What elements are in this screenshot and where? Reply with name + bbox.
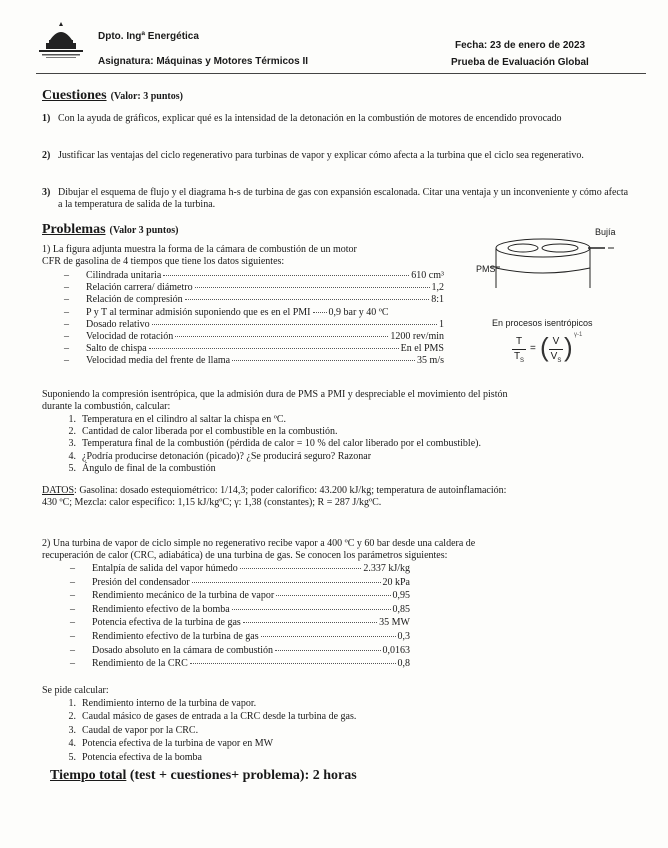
param-row: – Velocidad de rotación 1200 rev/min	[64, 330, 444, 342]
param-row: – Relación carrera/ diámetro 1,2	[64, 282, 444, 294]
problem2-intro-line2: recuperación de calor (CRC, adiabática) de una turbina de gas. Se conocen los parámetros siguientes:	[42, 550, 448, 561]
param-row: – Dosado absoluto en la cámara de combustión 0,0163	[70, 644, 410, 656]
exam-type: Prueba de Evaluación Global	[451, 57, 589, 68]
param-row: – Relación de compresión 8:1	[64, 294, 444, 306]
problem1-supposition-line1: Suponiendo la compresión isentrópica, que la admisión dura de PMS a PMI y despreciable el movimiento del pistón	[42, 389, 508, 400]
pms-label: PMS	[476, 264, 496, 274]
problem1-supposition-line2: durante la combustión, calcular:	[42, 401, 171, 412]
param-row: – Entalpía de salida del vapor húmedo 2.337 kJ/kg	[70, 563, 410, 574]
total-time: Tiempo total (test + cuestiones+ problema): 2 horas	[50, 768, 357, 783]
subject-name: Asignatura: Máquinas y Motores Térmicos II	[98, 56, 309, 67]
problem2-params	[70, 563, 410, 672]
task-item: 3. Caudal de vapor por la CRC.	[68, 724, 199, 736]
param-row: – Rendimiento mecánico de la turbina de vapor 0,95	[70, 590, 410, 602]
isentropic-equation: T $T_S$ = ( V $V_S$ ) γ-1	[513, 332, 583, 364]
param-row: – Cilindrada unitaria 610 cm³	[64, 270, 444, 281]
param-row: – Dosado relativo 1	[64, 318, 444, 330]
param-row: – Salto de chispa En el PMS	[64, 343, 444, 355]
task-item: 2. Cantidad de calor liberada por el combustible en la combustión.	[68, 426, 338, 438]
param-row: – Presión del condensador 20 kPa	[70, 576, 410, 588]
combustion-chamber-diagram	[490, 236, 630, 296]
task-item: 4. ¿Podría producirse detonación (picado)? ¿Se producirá seguro? Razonar	[68, 450, 372, 462]
task-item: 4. Potencia efectiva de la turbina de vapor en MW	[68, 738, 274, 750]
param-row: – Potencia efectiva de la turbina de gas 35 MW	[70, 617, 410, 629]
param-row: – Rendimiento de la CRC 0,8	[70, 658, 410, 670]
task-item: 3. Temperatura final de la combustión (pérdida de calor = 10 % del calor liberado por el combustible).	[68, 438, 481, 450]
question-1: 1) Con la ayuda de gráficos, explicar qué es la intensidad de la detonación en la combustión de motores de encendido provocado	[42, 113, 562, 124]
department-name: Dpto. Ingª Energética	[98, 31, 199, 42]
param-row: – Rendimiento efectivo de la bomba 0,85	[70, 603, 410, 615]
task-item: 5. Potencia efectiva de la bomba	[68, 751, 202, 763]
question-2: 2) Justificar las ventajas del ciclo regenerativo para turbinas de vapor y explicar cómo afecta a la turbina que el ciclo sea regenerativo.	[42, 150, 584, 161]
problem1-datos-line2: 430 ºC; Mezcla: calor específico: 1,15 kJ/kgºC; γ: 1,38 (constantes); R = 287 J/kgºC.	[42, 497, 382, 508]
param-row: – Rendimiento efectivo de la turbina de gas 0,3	[70, 630, 410, 642]
problem2-calc-label: Se pide calcular:	[42, 685, 109, 696]
problemas-heading: Problemas (Valor 3 puntos)	[42, 222, 179, 237]
param-row: – P y T al terminar admisión suponiendo que es en el PMI 0,9 bar y 40 ºC	[64, 306, 389, 318]
problem1-datos-line1: DATOS: Gasolina: dosado estequiométrico: 1/14,3; poder calorífico: 43.200 kJ/kg; temperatura de autoinflamación:	[42, 485, 507, 496]
problem2-tasks	[54, 698, 356, 765]
task-item: 1. Rendimiento interno de la turbina de vapor.	[68, 698, 257, 709]
bujia-label: Bujía	[595, 227, 616, 237]
cuestiones-heading: Cuestiones (Valor: 3 puntos)	[42, 88, 183, 103]
exam-date: Fecha: 23 de enero de 2023	[455, 40, 586, 51]
problem1-intro-line1: 1) La figura adjunta muestra la forma de la cámara de combustión de un motor	[42, 244, 357, 255]
question-3: 3) Dibujar el esquema de flujo y el diagrama h-s de turbina de gas con expansión escalonada. Citar una ventaja y un inconveniente y cómo afecta a la temperatura de salida de la turbina.	[42, 187, 629, 210]
problem1-tasks	[54, 414, 481, 475]
problem2-intro-line1: 2) Una turbina de vapor de ciclo simple no regenerativo recibe vapor a 400 ºC y 60 bar desde una caldera de	[42, 538, 476, 549]
task-item: 5. Ángulo de final de la combustión	[68, 462, 216, 474]
header-divider	[36, 73, 646, 74]
isentropic-title: En procesos isentrópicos	[492, 318, 593, 328]
university-logo-icon	[36, 20, 86, 64]
task-item: 1. Temperatura en el cilindro al saltar la chispa en ºC.	[68, 414, 286, 425]
problem1-params	[64, 270, 444, 368]
param-row: – Velocidad media del frente de llama 35 m/s	[64, 355, 444, 367]
task-item: 2. Caudal másico de gases de entrada a la CRC desde la turbina de gas.	[68, 711, 357, 723]
problem1-intro-line2: CFR de gasolina de 4 tiempos que tiene los datos siguientes:	[42, 256, 285, 267]
